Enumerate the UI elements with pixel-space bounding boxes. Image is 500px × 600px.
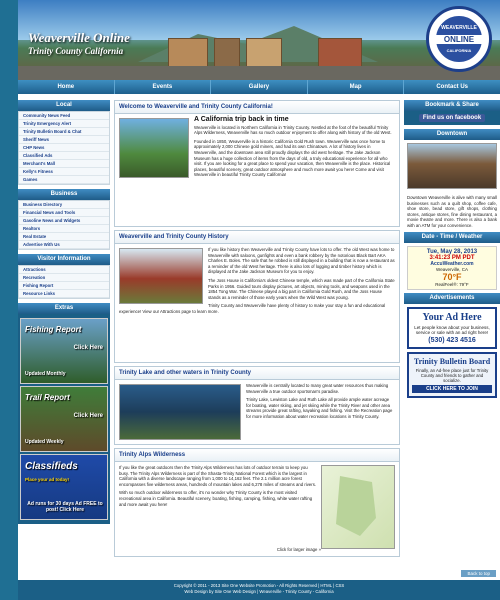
ad-subtext: Updated Weekly: [25, 439, 64, 445]
alps-panel: [114, 448, 400, 557]
ad-tagline: Place your ad today!: [25, 477, 70, 482]
nav-map[interactable]: Map: [308, 80, 405, 94]
weather-heading: Date - Time / Weather: [404, 232, 500, 243]
link-sheriff-news[interactable]: Sheriff News: [19, 136, 109, 144]
weather-date: Tue, May 28, 2013: [426, 248, 478, 255]
larger-image-link[interactable]: Click for larger image »: [276, 547, 321, 553]
header-banner: [18, 0, 500, 80]
lake-title: Trinity Lake and other waters in Trinity County: [115, 367, 399, 380]
footer-copyright: Copyright © 2011 - 2013 Site One Website Promotion - All Rights Reserved | HTML | CSS: [173, 583, 345, 588]
link-financial-news[interactable]: Financial News and Tools: [19, 209, 109, 217]
history-paragraph-3: Trinity County and Weaverville have plenty of history to make your stay a fun and educational experience! View our Attractions page to learn more.: [119, 303, 386, 314]
link-fishing-report[interactable]: Fishing Report: [19, 282, 109, 290]
history-paragraph-2: The Joss House is California's oldest Chinese temple, which was made part of the California State Parks in 1956. Guided tours display pictures, art objects, mining tools, and weapons used in the 1854 Tong War. The Chinese played a big part in California Gold Rush, and the Joss House stands as a reminder of those early years when the Wild West was young.: [208, 277, 395, 300]
site-logo[interactable]: [426, 6, 492, 72]
site-subtitle: Trinity County California: [28, 46, 124, 56]
downtown-photo: [407, 143, 497, 189]
your-ad-here-box[interactable]: [407, 307, 497, 349]
ad-click: Click Here: [73, 345, 103, 351]
welcome-panel: [114, 100, 400, 227]
welcome-title: Welcome to Weaverville and Trinity County California!: [115, 101, 399, 114]
fishing-report-ad[interactable]: [20, 318, 108, 384]
left-sidebar: [18, 100, 110, 524]
classifieds-ad[interactable]: [20, 454, 108, 520]
bulletin-join-link[interactable]: CLICK HERE TO JOIN: [412, 385, 492, 393]
back-to-top-button[interactable]: Back to top: [461, 570, 496, 577]
ad-heading: Fishing Report: [25, 325, 82, 334]
history-panel: [114, 230, 400, 363]
logo-circle: [434, 14, 484, 64]
lake-paragraph-1: Weaverville is centrally located to many great water resources thus making Weaverville a true outdoor sportsman's paradise.: [246, 383, 389, 394]
site-title[interactable]: Weaverville Online: [28, 30, 130, 45]
visitor-links: [18, 265, 110, 299]
ad-phone: (530) 423 4516: [428, 336, 476, 344]
logo-main-text: ONLINE: [436, 35, 482, 44]
weather-widget[interactable]: [407, 246, 497, 290]
ad-heading: Classifieds: [25, 461, 78, 472]
welcome-heading: A California trip back in time: [194, 116, 289, 123]
page: [18, 0, 500, 600]
downtown-heading: Downtown: [404, 129, 500, 140]
link-community-news[interactable]: Community News Feed: [19, 112, 109, 120]
weather-brand: AccuWeather.com: [430, 260, 474, 267]
nav-events[interactable]: Events: [115, 80, 212, 94]
link-emergency-alert[interactable]: Trinity Emergency Alert: [19, 120, 109, 128]
ad-subtext: Updated Monthly: [25, 371, 66, 377]
link-real-estate[interactable]: Real Estate: [19, 233, 109, 241]
bulletin-text: Finally, an Ad-free place just for Trinity County and friends to gather and socialize.: [415, 367, 489, 383]
history-photo: [119, 248, 203, 304]
link-attractions[interactable]: Attractions: [19, 266, 109, 274]
main-content: [114, 100, 400, 560]
nav-gallery[interactable]: Gallery: [211, 80, 308, 94]
logo-bottom-text: CALIFORNIA: [446, 48, 472, 53]
weather-time: 3:41:23 PM PDT: [429, 254, 475, 261]
bulletin-title: Trinity Bulletin Board: [413, 356, 491, 366]
business-links: [18, 200, 110, 250]
link-resource-links[interactable]: Resource Links: [19, 290, 109, 298]
logo-top-text: WEAVERVILLE: [441, 25, 477, 31]
link-realtors[interactable]: Realtors: [19, 225, 109, 233]
link-recreation[interactable]: Recreation: [19, 274, 109, 282]
ad-heading: Your Ad Here: [422, 311, 482, 323]
footer: [18, 580, 500, 600]
welcome-paragraph-2: Founded in 1850, Weaverville is a historic California Gold Rush town. Weaverville was once home to approximately 2,000 Chinese gold miners, and had its own Chinatown. A lot of history lives in Weaverville, and the downtown area still proudly displays the old west heritage. The Jake Jackson Museum has a huge collection of items from the days of old, a truly educational experience for all who visit. If you are looking for a great place to spend your vacation, then Weaverville is the place. Historical places, beautiful scenery, great outdoor atmosphere and much more await you here! Come and visit Weaverville in beautiful Trinity County California!: [194, 138, 391, 178]
downtown-text: Downtown Weaverville is alive with many small businesses such as a quilt shop, coffee cafe, shoe store, bead store, gift shops, clothing stores, antique stores, fine dining restaurant, a movie theatre and more. There is also a bank with an ATM for your convenience.: [407, 195, 497, 228]
visitor-heading: Visitor Information: [18, 254, 110, 265]
link-games[interactable]: Games: [19, 176, 109, 184]
weather-realfeel: RealFeel®: 79°F: [435, 281, 469, 287]
link-merchants-mall[interactable]: Merchant's Mall: [19, 160, 109, 168]
alps-paragraph-2: With so much outdoor wilderness to offer, it's no wonder why Trinity County is the most visited recreational area in California. Beautiful scenery, boating, fishing, camping, fishing, white water rafting and more await you here!: [119, 490, 313, 507]
ad-subtext: Ad runs for 30 days Ad FREE to post! Click Here: [27, 501, 103, 513]
share-panel: [404, 111, 500, 125]
lake-panel: [114, 366, 400, 445]
extras-heading: Extras: [18, 303, 110, 314]
link-advertise[interactable]: Advertise With Us: [19, 241, 109, 249]
lake-photo: [119, 384, 241, 440]
welcome-paragraph-1: Weaverville is located in Northern California in Trinity County. Nestled at the foot of the beautiful Trinity Alps Wilderness, Weaverville has so much outdoor enjoyment to offer along with history of the old West.: [194, 124, 392, 136]
link-classified-ads[interactable]: Classified Ads: [19, 152, 109, 160]
alps-title: Trinity Alps Wilderness: [115, 449, 399, 462]
alps-paragraph-1: If you like the great outdoors then the Trinity Alps Wilderness has lots of outdoor terrain to keep you busy. The Trinity Alps Wilderness is part of the Shasta-Trinity National Forest which is the largest in California with a diverse landscape ranging from 1,000 to 14,162 feet. The 2.1 million acre forest encompasses five wilderness areas, hundreds of mountain lakes and 6,278 miles of streams and rivers.: [119, 465, 317, 487]
street: [18, 66, 500, 80]
link-gasoline-news[interactable]: Gasoline News and Widgets: [19, 217, 109, 225]
bulletin-board-box[interactable]: [407, 352, 497, 398]
bookmark-heading: Bookmark & Share: [404, 100, 500, 111]
main-nav: [18, 80, 500, 94]
business-heading: Business: [18, 189, 110, 200]
map-region: [336, 476, 376, 536]
nav-home[interactable]: Home: [18, 80, 115, 94]
right-sidebar: [404, 100, 500, 401]
extras-panel: [18, 314, 110, 524]
alps-map-image[interactable]: [321, 465, 395, 549]
ad-click: Click Here: [73, 413, 103, 419]
weather-temp: 70°F: [442, 271, 462, 282]
ad-heading: Trail Report: [25, 393, 70, 402]
ad-text: Let people know about your business, service or sale with an ad right here!: [414, 324, 490, 335]
history-paragraph-1: If you like history then Weaverville and Trinity County have lots to offer. The old West was home to Weaverville with saloons, gunfights and even a bank robbery by the notorious Black Bart AKA Charles E. Boles. The safe that he robbed is still displayed in a building that is now a restaurant as a reminder of the old West heritage. There is also lots of logging and timber history which is displayed at the Jake Jackson Museum for you to enjoy.: [208, 247, 395, 275]
local-heading: Local: [18, 100, 110, 111]
facebook-button[interactable]: Find us on facebook: [419, 114, 485, 122]
welcome-photo: [119, 118, 189, 178]
link-bulletin-board[interactable]: Trinity Bulletin Board & Chat: [19, 128, 109, 136]
history-title: Weaverville and Trinity County History: [115, 231, 399, 244]
local-links: [18, 111, 110, 185]
lake-paragraph-2: Trinity Lake, Lewiston Lake and Ruth Lake all provide ample water acreage for boating, water skiing, and jet skiing while the Trinity River and other area streams provide great rafting, kayaking and fishing. Visit the Recreation page for more information about water recreation locations in Trinity County.: [246, 397, 393, 419]
link-chp-news[interactable]: CHP News: [19, 144, 109, 152]
link-business-directory[interactable]: Business Directory: [19, 201, 109, 209]
ads-heading: Advertisements: [404, 293, 500, 304]
nav-contact[interactable]: Contact Us: [436, 84, 468, 90]
weather-place: Weaverville, CA: [436, 266, 468, 272]
footer-credits: Web Design by Site One Web Design | Weaverville - Trinity County - California: [184, 589, 334, 594]
trail-report-ad[interactable]: [20, 386, 108, 452]
link-kellys-fitness[interactable]: Kelly's Fitness: [19, 168, 109, 176]
